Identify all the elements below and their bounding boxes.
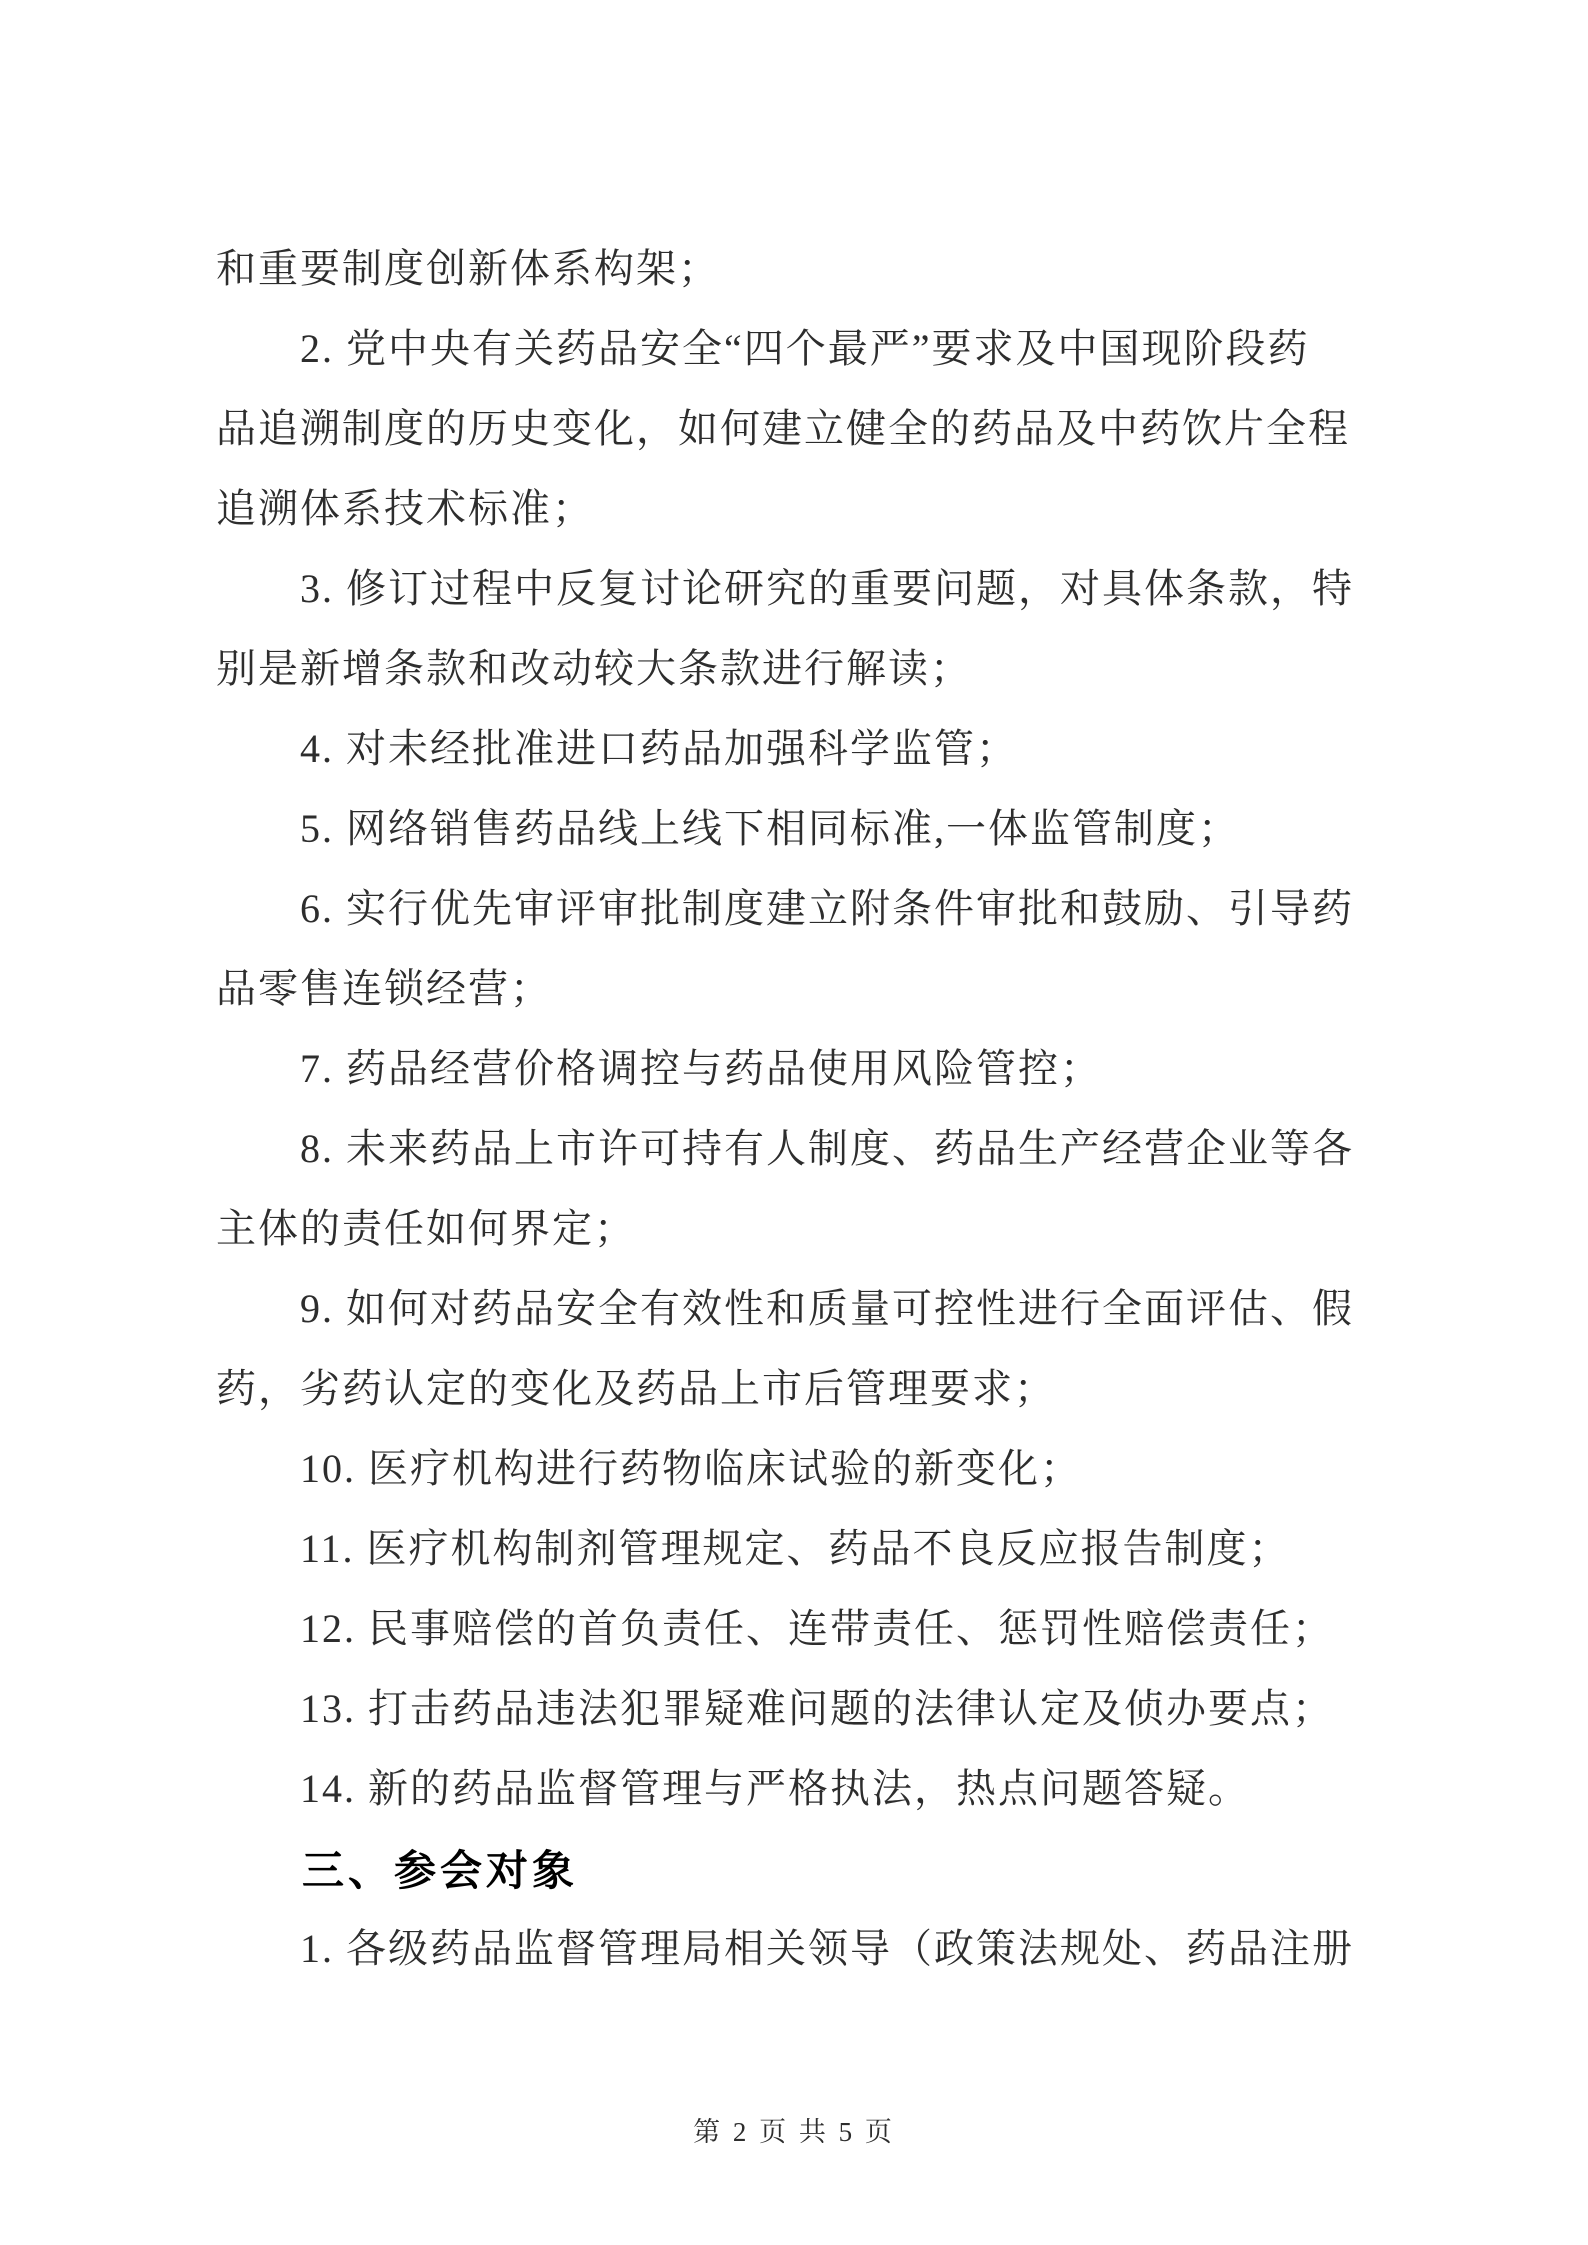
text-line: 5. 网络销售药品线上线下相同标准,一体监管制度； — [300, 806, 1240, 851]
text-line: 品追溯制度的历史变化，如何建立健全的药品及中药饮片全程 — [216, 406, 1350, 451]
text-line: 7. 药品经营价格调控与药品使用风险管控； — [300, 1046, 1102, 1091]
text-line: 12. 民事赔偿的首负责任、连带责任、惩罚性赔偿责任； — [300, 1606, 1334, 1651]
text-line: 14. 新的药品监督管理与严格执法，热点问题答疑。 — [300, 1766, 1250, 1811]
text-line: 药，劣药认定的变化及药品上市后管理要求； — [216, 1366, 1056, 1411]
document-body — [216, 246, 1396, 2006]
text-line: 别是新增条款和改动较大条款进行解读； — [216, 646, 972, 691]
text-line: 8. 未来药品上市许可持有人制度、药品生产经营企业等各 — [300, 1126, 1354, 1171]
page-number-text: 第 2 页 共 5 页 — [693, 2117, 895, 2147]
text-line: 13. 打击药品违法犯罪疑难问题的法律认定及侦办要点； — [300, 1686, 1334, 1731]
text-line: 和重要制度创新体系构架； — [216, 246, 720, 291]
text-line: 4. 对未经批准进口药品加强科学监管； — [300, 726, 1018, 771]
text-line: 追溯体系技术标准； — [216, 486, 594, 531]
text-line: 主体的责任如何界定； — [216, 1206, 636, 1251]
text-line: 9. 如何对药品安全有效性和质量可控性进行全面评估、假 — [300, 1286, 1354, 1331]
text-line: 1. 各级药品监督管理局相关领导（政策法规处、药品注册 — [300, 1926, 1354, 1971]
section-heading: 三、参会对象 — [302, 1847, 579, 1894]
text-line: 品零售连锁经营； — [216, 966, 552, 1011]
text-line: 10. 医疗机构进行药物临床试验的新变化； — [300, 1446, 1082, 1491]
page-footer — [0, 2110, 1588, 2149]
text-line: 11. 医疗机构制剂管理规定、药品不良反应报告制度； — [300, 1526, 1291, 1571]
text-line: 2. 党中央有关药品安全“四个最严”要求及中国现阶段药 — [300, 326, 1310, 371]
text-line: 6. 实行优先审评审批制度建立附条件审批和鼓励、引导药 — [300, 886, 1354, 931]
text-line: 3. 修订过程中反复讨论研究的重要问题，对具体条款，特 — [300, 566, 1354, 611]
